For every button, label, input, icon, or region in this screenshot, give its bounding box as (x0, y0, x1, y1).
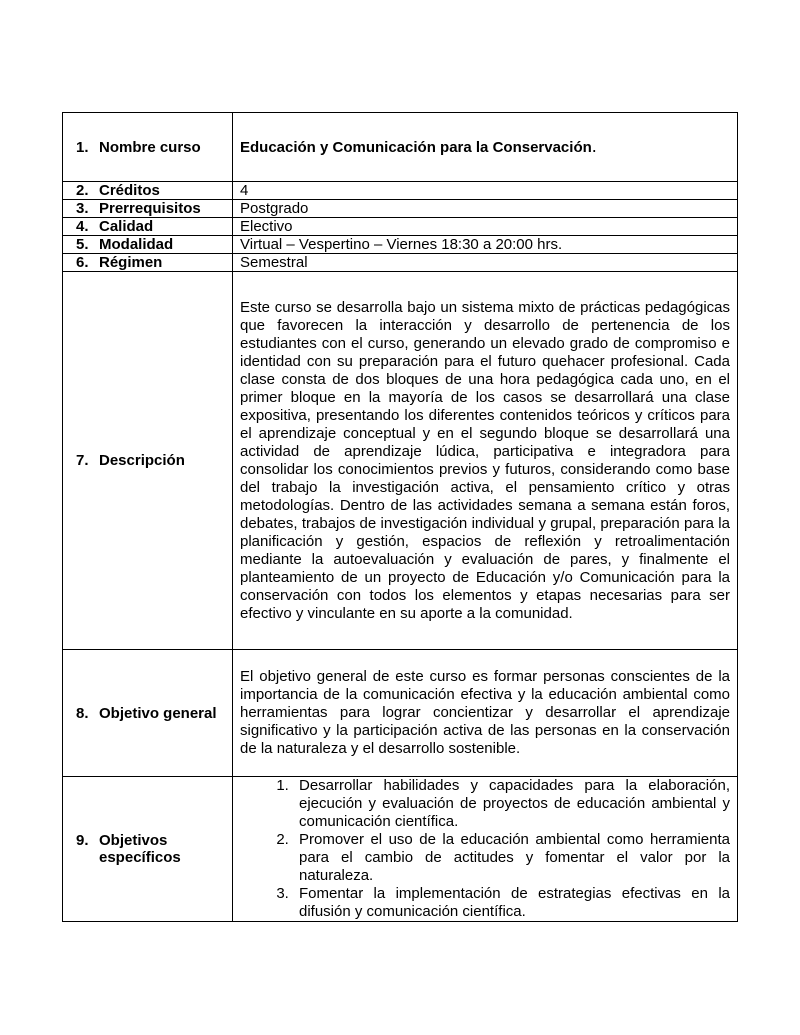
value-credits: 4 (233, 182, 738, 200)
label-regime: Régimen (99, 254, 163, 271)
row-number: 4. (76, 218, 89, 235)
value-modality: Virtual – Vespertino – Viernes 18:30 a 20:00 hrs. (233, 236, 738, 254)
row-course-name (63, 113, 738, 182)
value-quality: Electivo (233, 218, 738, 236)
value-prerequisites: Postgrado (233, 200, 738, 218)
description-text: Este curso se desarrolla bajo un sistema mixto de prácticas pedagógicas que favorecen la interacción y desarrollo de pertenencia de los estudiantes con el curso, generando un elevado grado de compromiso e identidad con su preparación para el futuro quehacer profesional. Cada clase consta de dos bloques de una hora pedagógica cada uno, en el primer bloque en la mayoría de los casos se desarrollará una clase expositiva, presentando los diferentes contenidos teóricos y críticos para el aprendizaje conceptual y en el segundo bloque se desarrollará una actividad de aprendizaje lúdica, participativa e integradora para consolidar los conocimientos previos y futuros, considerando como base del trabajo la investigación activa, el pensamiento crítico y otras metodologías. Dentro de las actividades semana a semana están foros, debates, trabajos de investigación individual y grupal, preparación para la planificación y gestión, espacios de reflexión y retroalimentación mediante la autoevaluación y evaluación de pares, y finalmente el planteamiento de un proyecto de Educación y/o Comunicación para la conservación con todos los elementos y etapas necesarias para ser efectivo y vinculante en su aporte a la comunidad. (233, 272, 738, 650)
row-specific-objectives (63, 777, 738, 922)
row-credits (63, 182, 738, 200)
label-prerequisites: Prerrequisitos (99, 200, 201, 217)
label-course-name: Nombre curso (99, 138, 201, 156)
course-title-period: . (591, 136, 597, 156)
label-modality: Modalidad (99, 236, 174, 253)
list-item: 3. Fomentar la implementación de estrategias efectivas en la difusión y comunicación científica. (293, 885, 730, 921)
label-cell (63, 113, 233, 182)
label-credits: Créditos (99, 182, 160, 199)
row-number: 3. (76, 200, 89, 217)
list-item: 2. Promover el uso de la educación ambiental como herramienta para el cambio de actitudes y fomentar el valor por la naturaleza. (293, 831, 730, 885)
row-number: 8. (76, 704, 89, 722)
row-general-objective (63, 650, 738, 777)
row-number: 1. (76, 138, 89, 156)
label-general-objective: Objetivo general (99, 704, 217, 722)
value-regime: Semestral (233, 254, 738, 272)
row-quality (63, 218, 738, 236)
row-prerequisites (63, 200, 738, 218)
course-title-cell (233, 113, 738, 182)
list-item: 1. Desarrollar habilidades y capacidades para la elaboración, ejecución y evaluación de proyectos de educación ambiental y comunicación científica. (293, 777, 730, 831)
course-title: Educación y Comunicación para la Conservación (240, 139, 592, 156)
row-description (63, 272, 738, 650)
label-description: Descripción (99, 452, 185, 469)
course-syllabus-table (62, 112, 738, 922)
row-number: 9. (76, 832, 89, 849)
label-quality: Calidad (99, 218, 154, 235)
row-number: 2. (76, 182, 89, 199)
row-regime (63, 254, 738, 272)
row-number: 6. (76, 254, 89, 271)
specific-objectives-cell (233, 777, 738, 922)
row-number: 5. (76, 236, 89, 253)
row-modality (63, 236, 738, 254)
specific-objectives-list (240, 777, 730, 921)
label-specific-objectives: Objetivos específicos (99, 832, 181, 866)
row-number: 7. (76, 452, 89, 469)
general-objective-text: El objetivo general de este curso es formar personas conscientes de la importancia de la comunicación efectiva y la educación ambiental como herramientas para lograr concientizar y desarrollar el aprendizaje significativo y la participación activa de las personas en la conservación de la naturaleza y el desarrollo sostenible. (233, 650, 738, 777)
